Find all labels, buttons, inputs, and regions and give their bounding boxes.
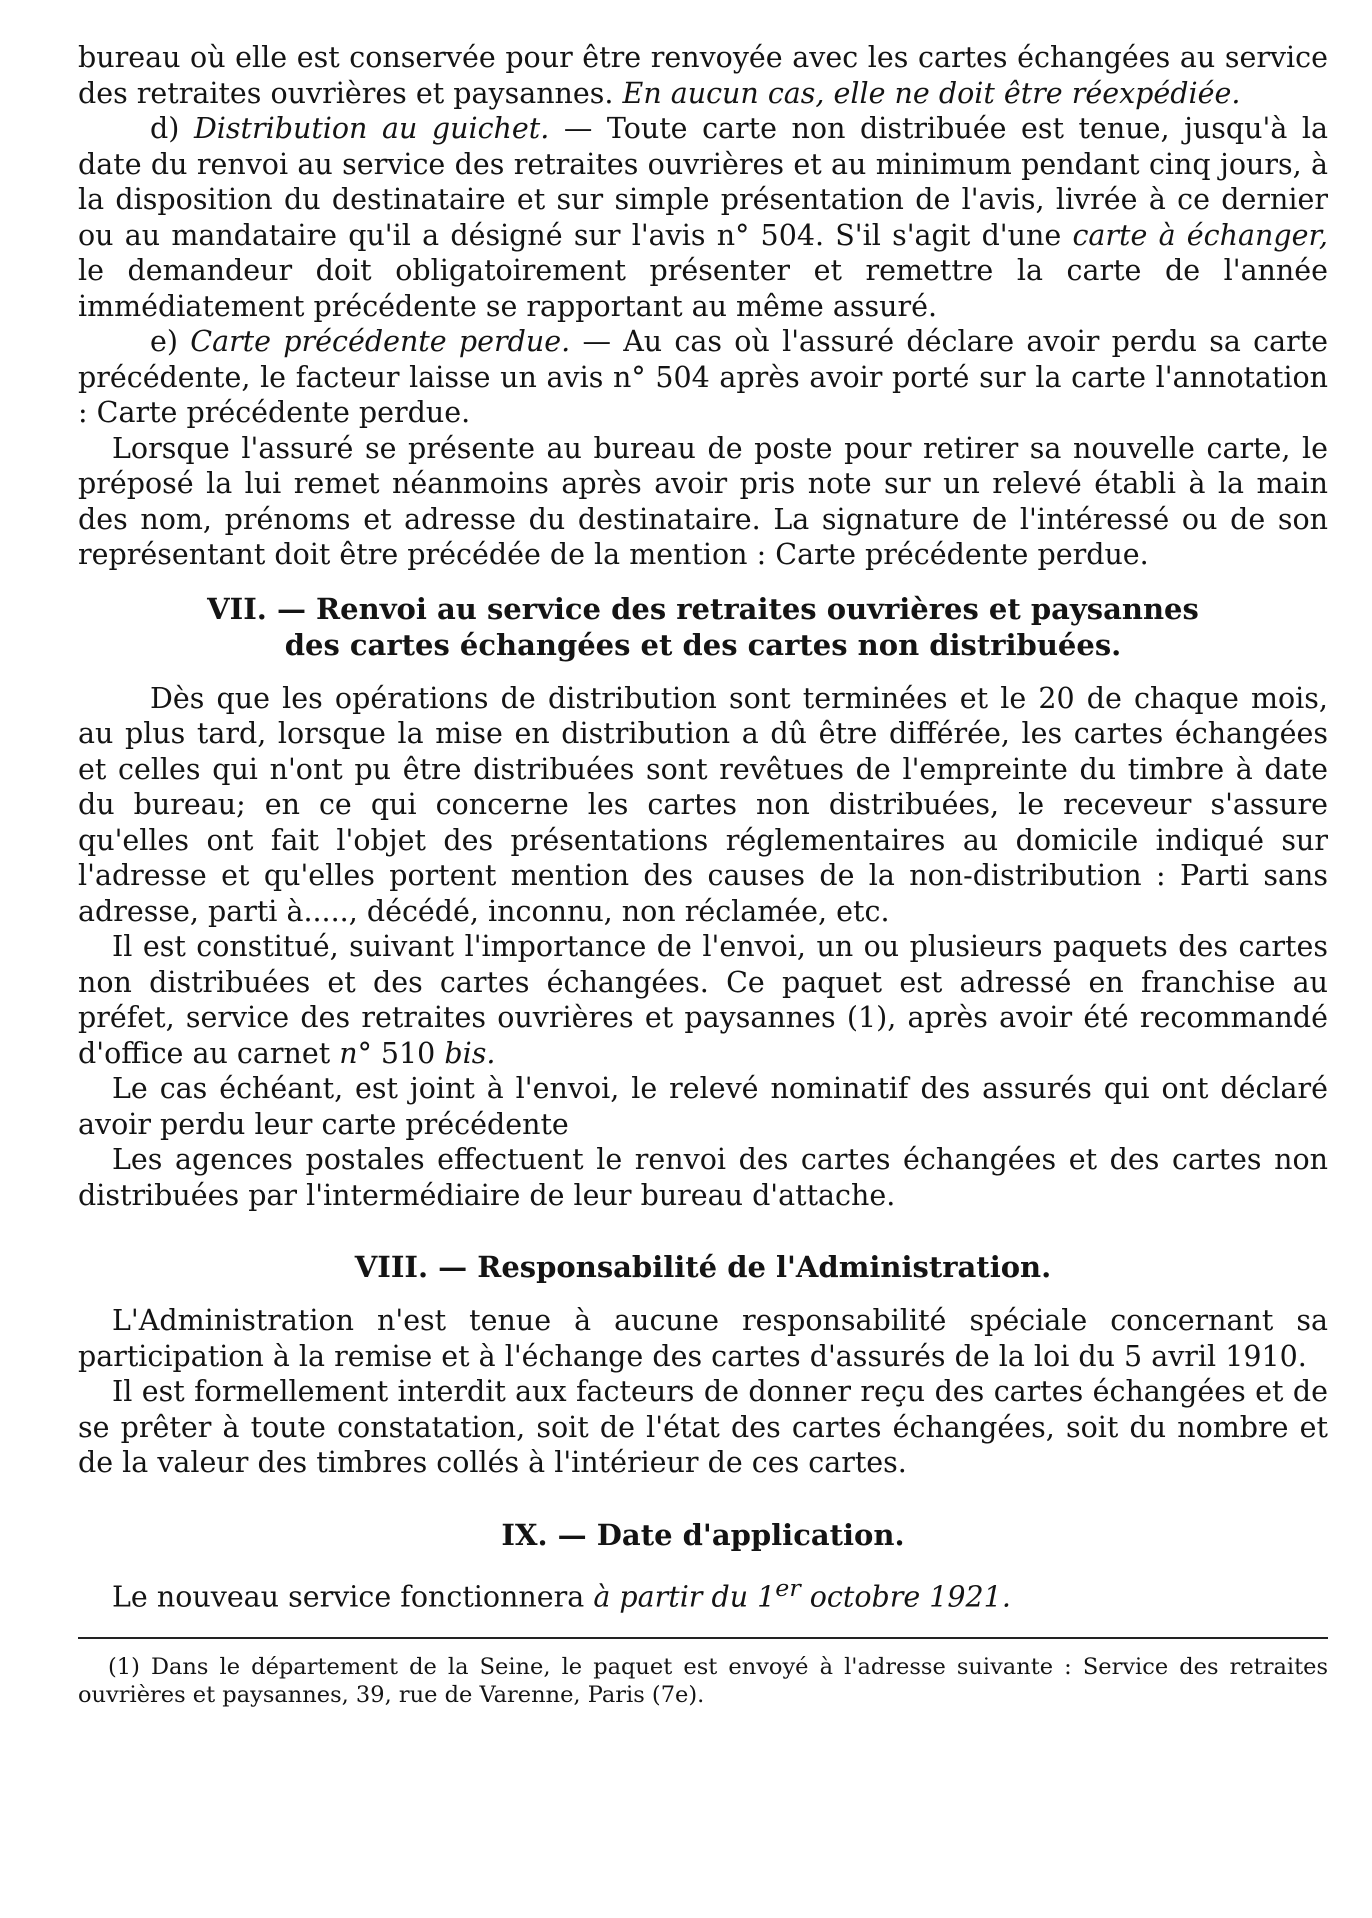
footnote-divider — [78, 1637, 1328, 1639]
paragraph-d — [78, 111, 1328, 324]
paragraph-intro-text: bureau où elle est conservée pour être renvoyée avec les cartes échangées au service des retraites ouvrières et paysannes. — [78, 41, 1328, 110]
item-label-d: d) — [150, 112, 194, 145]
footnote: (1) Dans le département de la Seine, le paquet est envoyé à l'adresse suivante : Service des retraites ouvrières et paysannes, 39, rue de Varenne, Paris (7e). — [78, 1653, 1328, 1708]
section-vii-paragraph-2 — [78, 929, 1328, 1071]
item-label-e: e) — [150, 325, 191, 358]
section-ix-italic-date: octobre 1921. — [800, 1580, 1011, 1613]
paragraph-e-continued: Lorsque l'assuré se présente au bureau de poste pour retirer sa nouvelle carte, le préposé la lui remet néanmoins après avoir pris note sur un relevé établi à la main des nom, prénoms et adresse du destinataire. La signature de l'intéressé ou de son représentant doit être précédée de la mention : Carte précédente perdue. — [78, 431, 1328, 571]
item-text-e: — Au cas où l'assuré déclare avoir perdu sa carte précédente, le facteur laisse un avis n° 504 après avoir porté sur la carte l'annotation : Carte précédente perdue. — [78, 325, 1328, 429]
section-heading-vii — [78, 591, 1328, 663]
paragraph-e — [78, 324, 1328, 431]
section-vii-paragraph-4: Les agences postales effectuent le renvoi des cartes échangées et des cartes non distribuées par l'intermédiaire de leur bureau d'attache. — [78, 1143, 1328, 1212]
item-title-d: Distribution au guichet. — [193, 112, 550, 145]
paragraph-intro — [78, 40, 1328, 111]
section-ix-paragraph-1 — [78, 1571, 1328, 1615]
item-text-d2: le demandeur doit obligatoirement présenter et remettre la carte de l'année immédiatement précédente se rapportant au même assuré. — [78, 254, 1328, 323]
item-text-d: — Toute carte non distribuée est tenue, jusqu'à la date du renvoi au service des retraites ouvrières et au minimum pendant cinq jours, à la disposition du destinataire et sur simple présentation de l'avis, livrée à ce dernier ou au mandataire qu'il a désigné sur l'avis n° 504. S'il s'agit d'une — [78, 112, 1328, 252]
section-vii-paragraph-2-text: Il est constitué, suivant l'importance de l'envoi, un ou plusieurs paquets des cartes non distribuées et des cartes échangées. Ce paquet est adressé en franchise au préfet, service des retraites ouvrières et paysannes (1), après avoir été recommandé d'office au carnet — [78, 930, 1328, 1070]
section-vii-paragraph-2-number: 510 — [371, 1036, 445, 1070]
document-page — [78, 40, 1328, 1709]
section-heading-vii-line2: des cartes échangées et des cartes non distribuées. — [284, 627, 1122, 662]
section-vii-paragraph-2-italic-bis: bis. — [444, 1036, 496, 1070]
section-heading-ix: IX. — Date d'application. — [501, 1517, 905, 1552]
section-vii-paragraph-3: Le cas échéant, est joint à l'envoi, le relevé nominatif des assurés qui ont déclaré avoir perdu leur carte précédente — [78, 1072, 1328, 1141]
paragraph-intro-italic: En aucun cas, elle ne doit être réexpédiée. — [622, 76, 1241, 110]
section-viii-paragraph-1: L'Administration n'est tenue à aucune responsabilité spéciale concernant sa participation à la remise et à l'échange des cartes d'assurés de la loi du 5 avril 1910. — [78, 1304, 1328, 1373]
section-ix-italic: à partir du 1 — [593, 1580, 776, 1613]
section-viii-paragraph-2: Il est formellement interdit aux facteurs de donner reçu des cartes échangées et de se prêter à toute constatation, soit de l'état des cartes échangées, soit du nombre et de la valeur des timbres collés à l'intérieur de ces cartes. — [78, 1375, 1328, 1479]
section-heading-viii: VIII. — Responsabilité de l'Administration. — [354, 1250, 1052, 1284]
section-ix-superscript: er — [775, 1573, 801, 1602]
section-vii-paragraph-1: Dès que les opérations de distribution sont terminées et le 20 de chaque mois, au plus tard, lorsque la mise en distribution a dû être différée, les cartes échangées et celles qui n'ont pu être distribuées sont revêtues de l'empreinte du timbre à date du bureau; en ce qui concerne les cartes non distribuées, le receveur s'assure qu'elles ont fait l'objet des présentations réglementaires au domicile indiqué sur l'adresse et qu'elles portent mention des causes de la non-distribution : Parti sans adresse, parti à....., décédé, inconnu, non réclamée, etc. — [78, 681, 1328, 928]
item-italic-d: carte à échanger, — [1072, 218, 1328, 252]
item-title-e: Carte précédente perdue. — [190, 325, 571, 358]
section-ix-text: Le nouveau service fonctionnera — [112, 1580, 594, 1613]
section-heading-vii-line1: VII. — Renvoi au service des retraites ouvrières et paysannes — [207, 591, 1199, 626]
section-vii-paragraph-2-italic: n° — [339, 1036, 372, 1070]
